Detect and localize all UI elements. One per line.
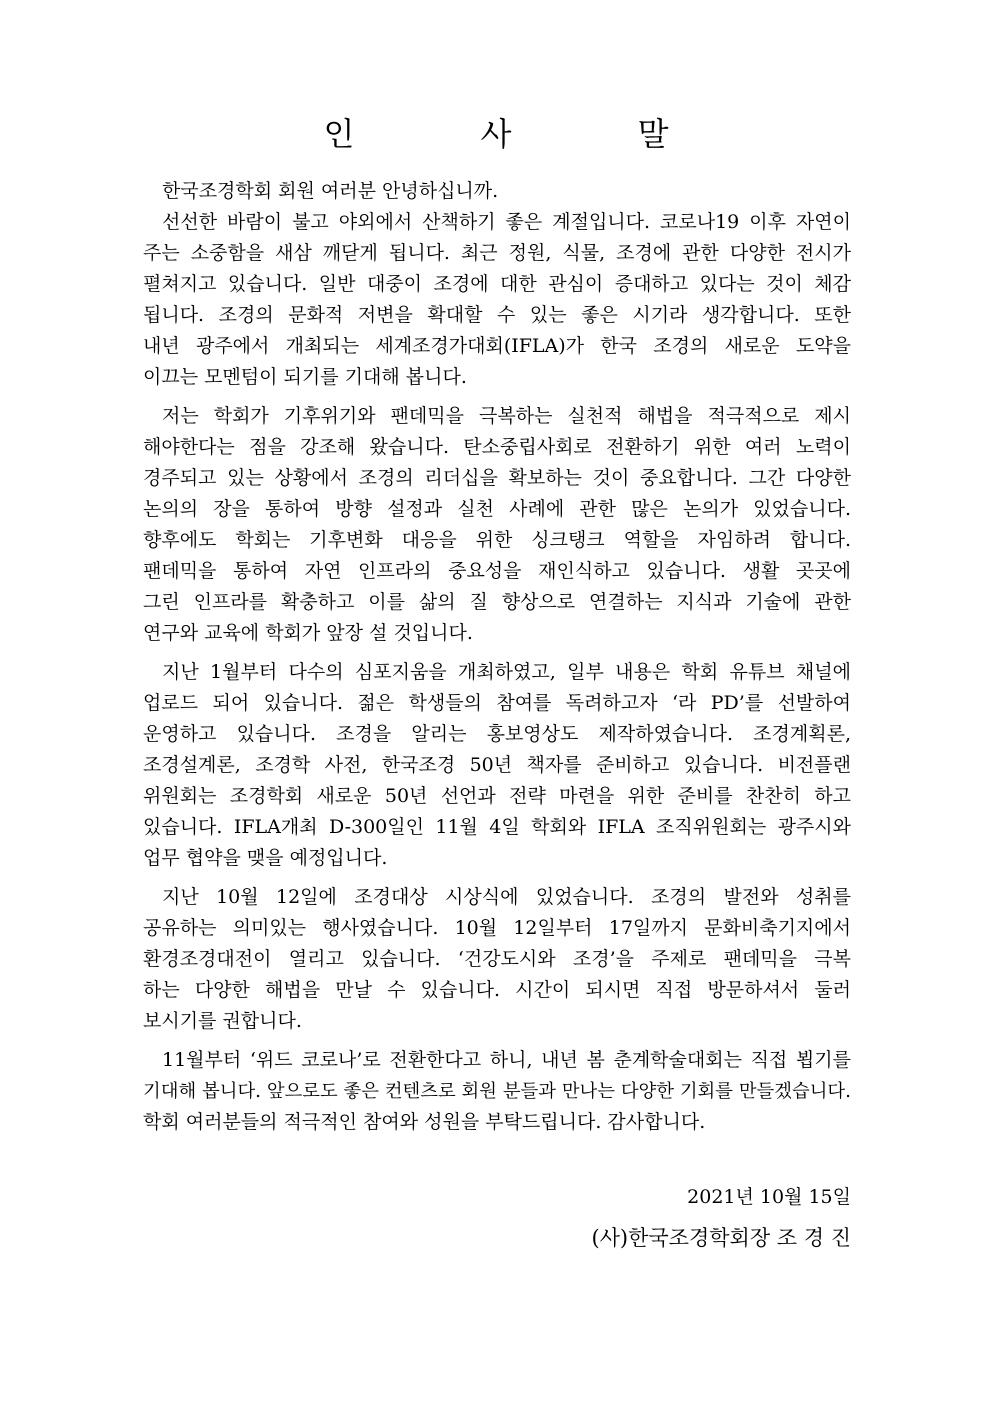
text-line: 저는 학회가 기후위기와 팬데믹을 극복하는 실천적 해법을 적극적으로 제시: [162, 405, 851, 427]
text-line: 하는 다양한 해법을 만날 수 있습니다. 시간이 되시면 직접 방문하셔서 둘러: [143, 979, 851, 1001]
text-line: 선선한 바람이 불고 야외에서 산책하기 좋은 계절입니다. 코로나19 이후 자연이: [162, 211, 851, 233]
text-line: 기대해 봅니다. 앞으로도 좋은 컨텐츠로 회원 분들과 만나는 다양한 기회를 만들겠습니다.: [143, 1081, 851, 1102]
text-line: 업로드 되어 있습니다. 젊은 학생들의 참여를 독려하고자 ‘라 PD’를 선발하여: [143, 692, 851, 714]
text-line: 주는 소중함을 새삼 깨닫게 됩니다. 최근 정원, 식물, 조경에 관한 다양한 전시가: [143, 242, 851, 264]
text-line: 조경설계론, 조경학 사전, 한국조경 50년 책자를 준비하고 있습니다. 비전플랜: [143, 754, 851, 776]
text-line: 11월부터 ‘위드 코로나’로 전환한다고 하니, 내년 봄 춘계학술대회는 직접 뵙기를: [162, 1049, 851, 1071]
text-line: 경주되고 있는 상황에서 조경의 리더십을 확보하는 것이 중요합니다. 그간 다양한: [143, 467, 851, 489]
text-line: 지난 10월 12일에 조경대상 시상식에 있었습니다. 조경의 발전와 성취를: [162, 886, 851, 908]
text-line: 공유하는 의미있는 행사였습니다. 10월 12일부터 17일까지 문화비축기지에서: [143, 917, 851, 939]
letter-date: 2021년 10월 15일: [687, 1186, 851, 1208]
letter-body: [143, 176, 851, 1138]
text-line: 지난 1월부터 다수의 심포지움을 개최하였고, 일부 내용은 학회 유튜브 채널에: [162, 661, 851, 683]
text-line: 해야한다는 점을 강조해 왔습니다. 탄소중립사회로 전환하기 위한 여러 노력이: [143, 436, 851, 458]
text-line: 업무 협약을 맺을 예정입니다.: [143, 847, 388, 869]
text-line: 향후에도 학회는 기후변화 대응을 위한 싱크탱크 역할을 자임하려 합니다.: [143, 529, 851, 551]
signature: (사)한국조경학회장 조 경 진: [591, 1226, 851, 1250]
page-title: 인 사 말: [323, 115, 727, 153]
text-line: 이끄는 모멘텀이 되기를 기대해 봅니다.: [143, 366, 467, 388]
paragraph-5: [143, 882, 851, 1037]
text-line: 내년 광주에서 개최되는 세계조경가대회(IFLA)가 한국 조경의 새로운 도약을: [143, 335, 851, 357]
text-line: 됩니다. 조경의 문화적 저변을 확대할 수 있는 좋은 시기라 생각합니다. 또한: [143, 304, 851, 326]
text-line: 팬데믹을 통하여 자연 인프라의 중요성을 재인식하고 있습니다. 생활 곳곳에: [143, 560, 851, 582]
text-line: 운영하고 있습니다. 조경을 알리는 홍보영상도 제작하였습니다. 조경계획론,: [143, 723, 851, 745]
text-line: 논의의 장을 통하여 방향 설정과 실천 사례에 관한 많은 논의가 있었습니다.: [143, 498, 851, 520]
text-line: 펼쳐지고 있습니다. 일반 대중이 조경에 대한 관심이 증대하고 있다는 것이 체감: [143, 273, 851, 295]
text-line: 그린 인프라를 확충하고 이를 삶의 질 향상으로 연결하는 지식과 기술에 관한: [143, 591, 851, 613]
paragraph-1: [143, 176, 851, 207]
text-line: 위원회는 조경학회 새로운 50년 선언과 전략 마련을 위한 준비를 찬찬히 하고: [143, 785, 851, 807]
text-line: 한국조경학회 회원 여러분 안녕하십니까.: [162, 180, 499, 202]
text-line: 있습니다. IFLA개최 D-300일인 11월 4일 학회와 IFLA 조직위원회는 광주시와: [143, 816, 851, 838]
paragraph-2: [143, 207, 851, 393]
paragraph-4: [143, 657, 851, 874]
text-line: 보시기를 권합니다.: [143, 1010, 302, 1032]
text-line: 학회 여러분들의 적극적인 참여와 성원을 부탁드립니다. 감사합니다.: [143, 1111, 706, 1133]
text-line: 환경조경대전이 열리고 있습니다. ‘건강도시와 조경’을 주제로 팬데믹을 극복: [143, 948, 851, 970]
text-line: 연구와 교육에 학회가 앞장 설 것입니다.: [143, 622, 473, 644]
paragraph-3: [143, 401, 851, 649]
paragraph-6: [143, 1045, 851, 1138]
